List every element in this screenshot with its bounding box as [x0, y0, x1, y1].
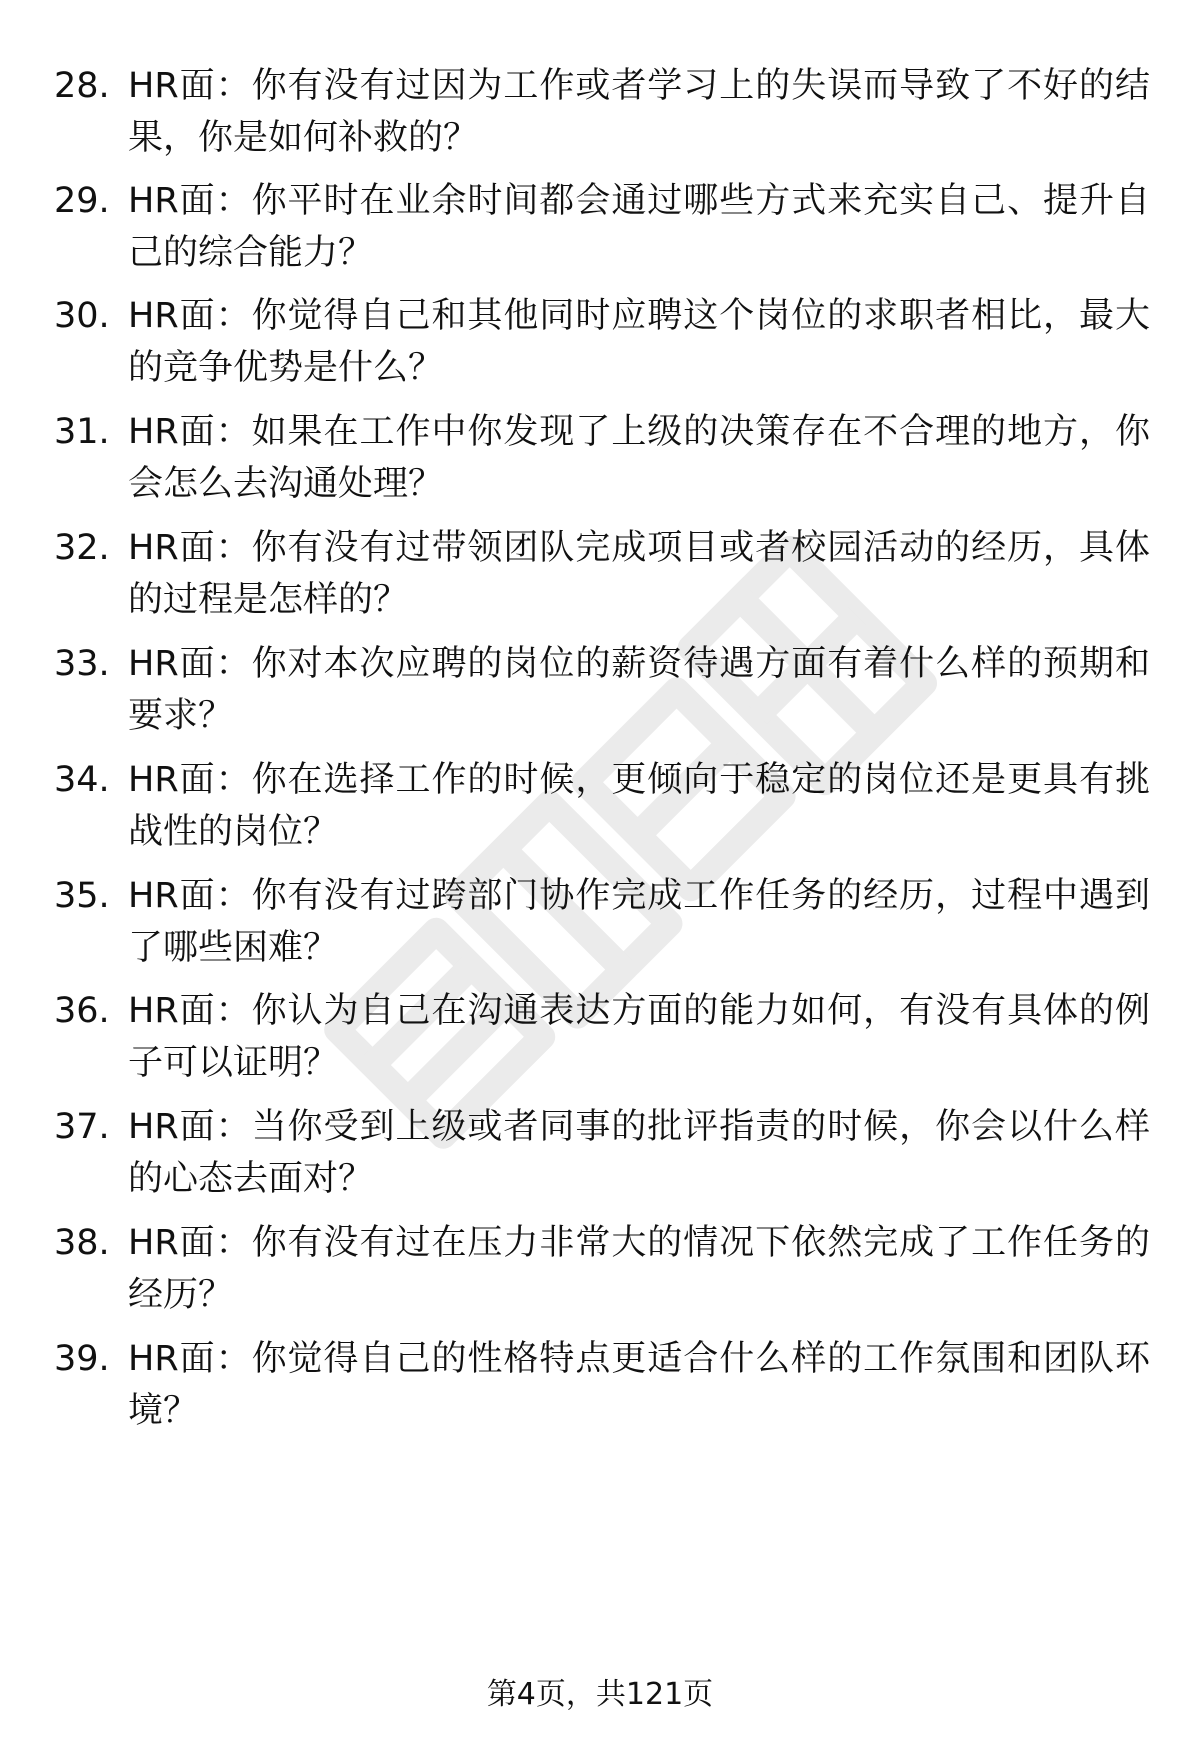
question-number: 34. [54, 760, 110, 800]
question-number: 32. [54, 528, 110, 568]
question-number: 38. [54, 1223, 110, 1263]
question-text: HR面：你有没有过带领团队完成项目或者校园活动的经历，具体的过程是怎样的？ [128, 528, 1150, 620]
question-number: 35. [54, 876, 110, 916]
question-text: HR面：你觉得自己的性格特点更适合什么样的工作氛围和团队环境？ [128, 1339, 1150, 1431]
question-item-35 [0, 870, 1200, 980]
question-item-38 [0, 1217, 1200, 1327]
question-item-32 [0, 522, 1200, 632]
question-text: HR面：如果在工作中你发现了上级的决策存在不合理的地方，你会怎么去沟通处理？ [128, 412, 1150, 504]
question-item-29 [0, 175, 1200, 285]
question-number: 39. [54, 1339, 110, 1379]
question-text: HR面：你觉得自己和其他同时应聘这个岗位的求职者相比，最大的竞争优势是什么？ [128, 296, 1150, 388]
question-item-36 [0, 985, 1200, 1095]
question-item-39 [0, 1333, 1200, 1443]
question-item-34 [0, 754, 1200, 864]
question-item-30 [0, 290, 1200, 400]
question-text: HR面：你在选择工作的时候，更倾向于稳定的岗位还是更具有挑战性的岗位？ [128, 760, 1150, 852]
question-number: 28. [54, 66, 110, 106]
question-text: HR面：你认为自己在沟通表达方面的能力如何，有没有具体的例子可以证明？ [128, 991, 1150, 1083]
question-number: 30. [54, 296, 110, 336]
page-number-label: 第4页，共121页 [486, 1677, 714, 1712]
question-text: HR面：你有没有过在压力非常大的情况下依然完成了工作任务的经历？ [128, 1223, 1150, 1315]
question-number: 29. [54, 181, 110, 221]
question-number: 33. [54, 644, 110, 684]
question-item-33 [0, 638, 1200, 748]
question-number: 37. [54, 1107, 110, 1147]
question-number: 36. [54, 991, 110, 1031]
question-number: 31. [54, 412, 110, 452]
question-text: HR面：你有没有过跨部门协作完成工作任务的经历，过程中遇到了哪些困难？ [128, 876, 1150, 968]
question-item-31 [0, 406, 1200, 516]
question-text: HR面：当你受到上级或者同事的批评指责的时候，你会以什么样的心态去面对？ [128, 1107, 1150, 1199]
question-text: HR面：你平时在业余时间都会通过哪些方式来充实自己、提升自己的综合能力？ [128, 181, 1150, 273]
question-item-28 [0, 60, 1200, 170]
question-text: HR面：你有没有过因为工作或者学习上的失误而导致了不好的结果，你是如何补救的？ [128, 66, 1150, 158]
question-text: HR面：你对本次应聘的岗位的薪资待遇方面有着什么样的预期和要求？ [128, 644, 1150, 736]
question-item-37 [0, 1101, 1200, 1211]
page-footer [0, 1673, 1200, 1717]
